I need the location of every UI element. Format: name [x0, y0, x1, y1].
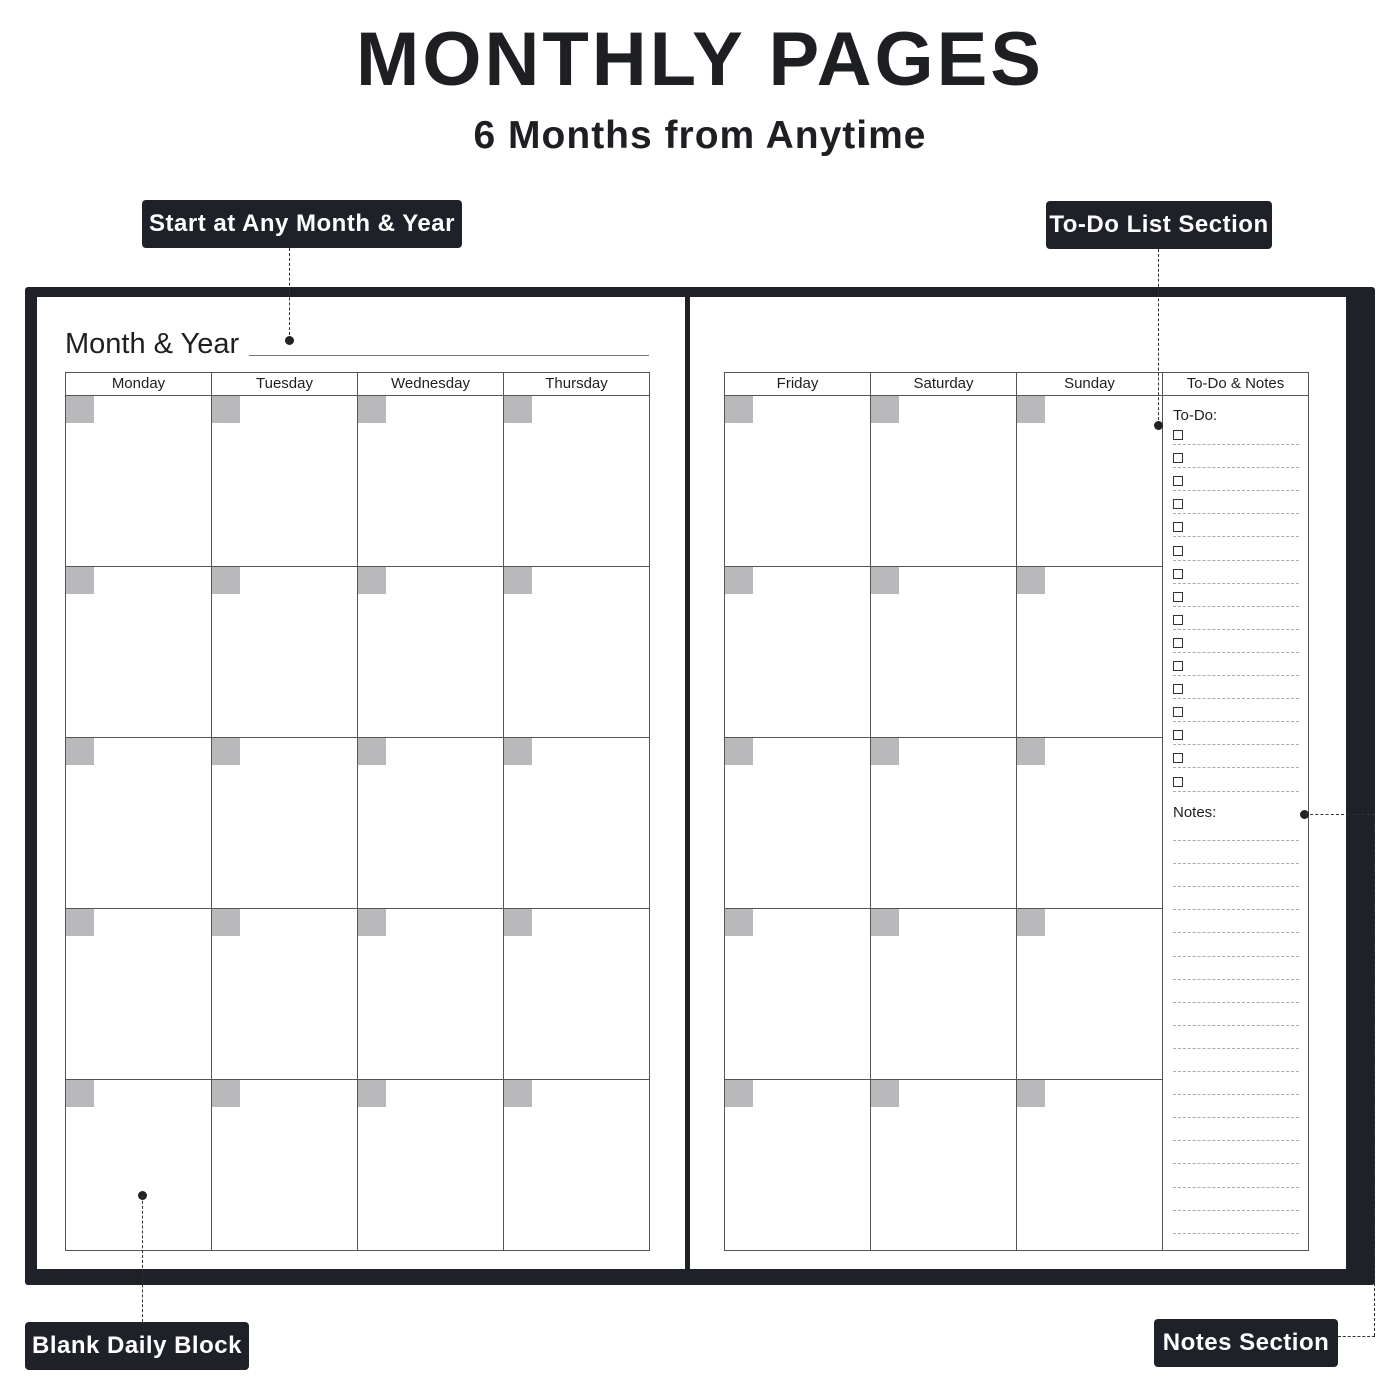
daily-block — [66, 396, 212, 567]
date-box — [1017, 396, 1045, 423]
daily-block — [504, 396, 650, 567]
date-box — [871, 567, 899, 594]
todo-item — [1173, 684, 1299, 707]
todo-item — [1173, 753, 1299, 776]
todo-line — [1173, 606, 1299, 607]
todo-item — [1173, 730, 1299, 753]
todo-item — [1173, 522, 1299, 545]
todo-item — [1173, 592, 1299, 615]
todo-notes-column — [1163, 396, 1309, 1251]
date-box — [212, 396, 240, 423]
daily-block — [504, 738, 650, 909]
notes-line — [1173, 1163, 1299, 1164]
daily-block — [358, 1080, 504, 1251]
daily-block — [504, 909, 650, 1080]
daily-block — [212, 396, 358, 567]
checkbox-icon — [1173, 430, 1183, 440]
todo-item — [1173, 546, 1299, 569]
todo-label: To-Do: — [1173, 407, 1218, 424]
todo-line — [1173, 560, 1299, 561]
date-box — [1017, 1080, 1045, 1107]
todo-notes-header: To-Do & Notes — [1163, 373, 1309, 396]
date-box — [358, 567, 386, 594]
date-box — [725, 1080, 753, 1107]
notes-line — [1173, 1048, 1299, 1049]
page-title: MONTHLY PAGES — [356, 17, 1044, 102]
connector-notes-h2 — [1338, 1336, 1375, 1337]
checkbox-icon — [1173, 777, 1183, 787]
todo-line — [1173, 652, 1299, 653]
daily-block — [504, 567, 650, 738]
callout-start-month: Start at Any Month & Year — [142, 200, 462, 248]
daily-block — [871, 567, 1017, 738]
date-box — [212, 909, 240, 936]
right-calendar-grid — [724, 372, 1309, 1251]
day-header: Monday — [66, 373, 212, 396]
daily-block — [725, 1080, 871, 1251]
daily-block — [212, 909, 358, 1080]
daily-block — [66, 738, 212, 909]
checkbox-icon — [1173, 615, 1183, 625]
todo-item — [1173, 707, 1299, 730]
connector-dot-todo — [1154, 421, 1163, 430]
daily-block — [212, 1080, 358, 1251]
todo-line — [1173, 513, 1299, 514]
callout-todo-section: To-Do List Section — [1046, 201, 1272, 249]
checkbox-icon — [1173, 569, 1183, 579]
checkbox-icon — [1173, 592, 1183, 602]
date-box — [66, 1080, 94, 1107]
date-box — [504, 738, 532, 765]
month-year-label: Month & Year — [65, 328, 240, 360]
todo-line — [1173, 744, 1299, 745]
checkbox-icon — [1173, 707, 1183, 717]
daily-block — [725, 567, 871, 738]
day-header: Wednesday — [358, 373, 504, 396]
daily-block — [725, 396, 871, 567]
todo-line — [1173, 583, 1299, 584]
checkbox-icon — [1173, 638, 1183, 648]
date-box — [212, 1080, 240, 1107]
callout-blank-block: Blank Daily Block — [25, 1322, 249, 1370]
todo-line — [1173, 629, 1299, 630]
checkbox-icon — [1173, 753, 1183, 763]
notes-line — [1173, 1025, 1299, 1026]
checkbox-icon — [1173, 684, 1183, 694]
date-box — [1017, 738, 1045, 765]
day-header: Saturday — [871, 373, 1017, 396]
todo-line — [1173, 698, 1299, 699]
connector-notes-h1 — [1305, 814, 1375, 815]
notes-line — [1173, 863, 1299, 864]
notes-line — [1173, 909, 1299, 910]
todo-item — [1173, 661, 1299, 684]
date-box — [504, 567, 532, 594]
notes-line — [1173, 1187, 1299, 1188]
todo-item — [1173, 777, 1299, 800]
notes-line — [1173, 1233, 1299, 1234]
date-box — [66, 396, 94, 423]
todo-line — [1173, 675, 1299, 676]
daily-block — [358, 396, 504, 567]
notes-line — [1173, 956, 1299, 957]
connector-start-month — [289, 248, 290, 340]
left-calendar-grid — [65, 372, 650, 1251]
checkbox-icon — [1173, 661, 1183, 671]
notes-line — [1173, 1071, 1299, 1072]
todo-item — [1173, 453, 1299, 476]
date-box — [871, 1080, 899, 1107]
daily-block — [358, 567, 504, 738]
checkbox-icon — [1173, 730, 1183, 740]
todo-line — [1173, 467, 1299, 468]
notes-line — [1173, 979, 1299, 980]
month-year-line — [249, 355, 649, 356]
day-header: Thursday — [504, 373, 650, 396]
todo-line — [1173, 444, 1299, 445]
daily-block — [871, 909, 1017, 1080]
connector-todo — [1158, 249, 1159, 425]
day-header: Sunday — [1017, 373, 1163, 396]
connector-notes-v — [1374, 814, 1375, 1336]
date-box — [66, 909, 94, 936]
daily-block — [66, 909, 212, 1080]
date-box — [725, 738, 753, 765]
date-box — [504, 1080, 532, 1107]
daily-block — [504, 1080, 650, 1251]
todo-line — [1173, 767, 1299, 768]
todo-line — [1173, 791, 1299, 792]
daily-block — [1017, 396, 1163, 567]
daily-block — [871, 396, 1017, 567]
date-box — [871, 738, 899, 765]
checkbox-icon — [1173, 499, 1183, 509]
daily-block — [212, 567, 358, 738]
daily-block — [358, 909, 504, 1080]
date-box — [212, 567, 240, 594]
date-box — [358, 738, 386, 765]
daily-block — [871, 1080, 1017, 1251]
notes-line — [1173, 1210, 1299, 1211]
left-page — [37, 297, 685, 1269]
date-box — [1017, 909, 1045, 936]
daily-block — [1017, 567, 1163, 738]
connector-dot-start-month — [285, 336, 294, 345]
todo-item — [1173, 615, 1299, 638]
notes-line — [1173, 886, 1299, 887]
date-box — [358, 396, 386, 423]
date-box — [725, 567, 753, 594]
todo-item — [1173, 499, 1299, 522]
date-box — [871, 909, 899, 936]
daily-block — [1017, 909, 1163, 1080]
todo-item — [1173, 430, 1299, 453]
daily-block — [1017, 1080, 1163, 1251]
page-subtitle: 6 Months from Anytime — [473, 114, 927, 157]
todo-item — [1173, 569, 1299, 592]
daily-block — [358, 738, 504, 909]
date-box — [66, 738, 94, 765]
todo-item — [1173, 638, 1299, 661]
checkbox-icon — [1173, 546, 1183, 556]
daily-block — [725, 738, 871, 909]
connector-blank-block — [142, 1196, 143, 1322]
day-header: Friday — [725, 373, 871, 396]
daily-block — [66, 1080, 212, 1251]
date-box — [504, 909, 532, 936]
right-page — [690, 297, 1346, 1269]
todo-line — [1173, 490, 1299, 491]
date-box — [725, 396, 753, 423]
date-box — [66, 567, 94, 594]
todo-line — [1173, 536, 1299, 537]
todo-item — [1173, 476, 1299, 499]
notes-line — [1173, 1094, 1299, 1095]
day-header: Tuesday — [212, 373, 358, 396]
date-box — [725, 909, 753, 936]
notes-line — [1173, 932, 1299, 933]
planner-book — [25, 287, 1375, 1285]
daily-block — [1017, 738, 1163, 909]
daily-block — [725, 909, 871, 1080]
notes-line — [1173, 840, 1299, 841]
notes-label: Notes: — [1173, 804, 1217, 821]
notes-line — [1173, 1117, 1299, 1118]
date-box — [212, 738, 240, 765]
date-box — [504, 396, 532, 423]
daily-block — [66, 567, 212, 738]
checkbox-icon — [1173, 453, 1183, 463]
daily-block — [212, 738, 358, 909]
callout-notes-section: Notes Section — [1154, 1319, 1338, 1367]
date-box — [358, 909, 386, 936]
date-box — [871, 396, 899, 423]
daily-block — [871, 738, 1017, 909]
date-box — [358, 1080, 386, 1107]
notes-line — [1173, 1140, 1299, 1141]
checkbox-icon — [1173, 522, 1183, 532]
notes-line — [1173, 1002, 1299, 1003]
date-box — [1017, 567, 1045, 594]
checkbox-icon — [1173, 476, 1183, 486]
todo-line — [1173, 721, 1299, 722]
